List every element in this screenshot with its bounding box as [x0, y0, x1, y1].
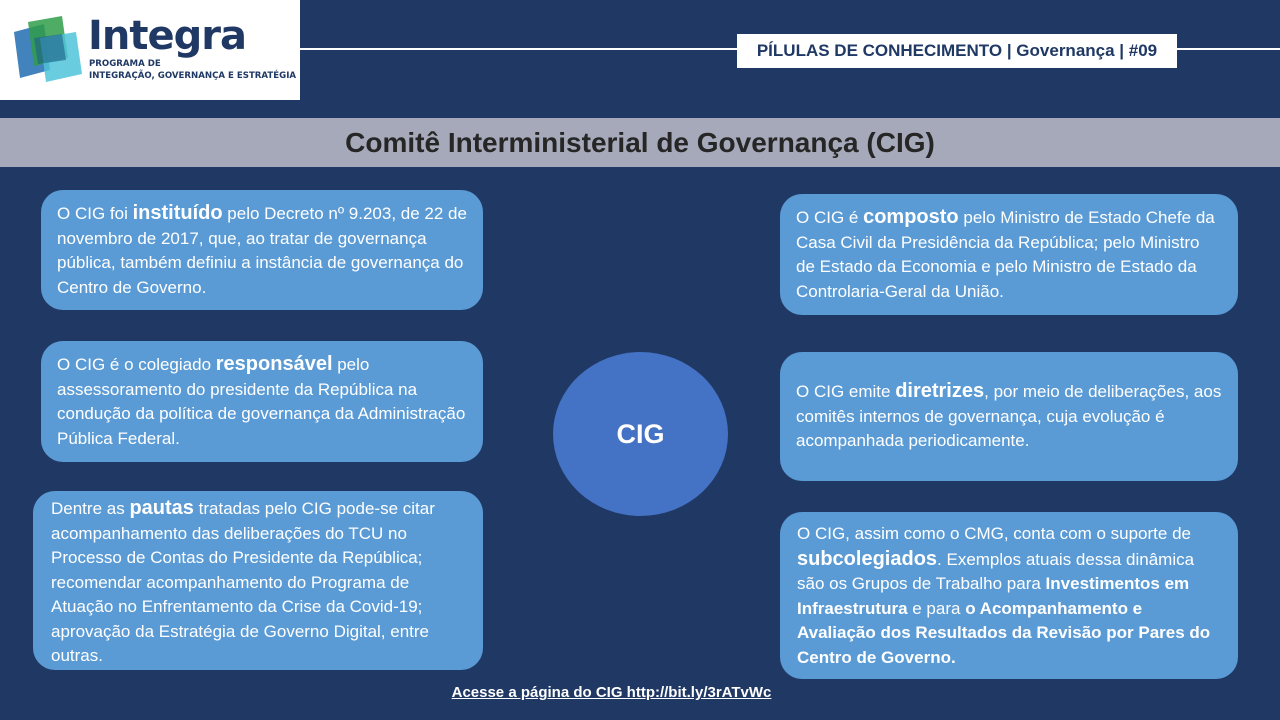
card-subcolegiados-keyword: subcolegiados	[797, 547, 938, 570]
card-pautas-text-1: Dentre as	[51, 499, 130, 518]
card-subcolegiados-keyword-3: o Acompanhamento e Avaliação dos Resultados da Revisão por Pares do Centro de Governo.	[797, 598, 1211, 667]
card-instituido-text-1: O CIG foi	[57, 204, 133, 223]
card-subcolegiados-text-1: O CIG, assim como o CMG, conta com o suporte de	[797, 524, 1191, 543]
card-pautas	[33, 491, 483, 670]
card-subcolegiados	[780, 512, 1238, 679]
card-composto-keyword: composto	[863, 206, 959, 228]
card-composto-text-1: O CIG é	[796, 208, 864, 227]
card-instituido	[41, 190, 483, 310]
logo-subtitle-line-2: INTEGRAÇÃO, GOVERNANÇA E ESTRATÉGIA	[89, 71, 297, 81]
card-subcolegiados-text-3: e para	[907, 598, 966, 618]
card-diretrizes-keyword: diretrizes	[895, 380, 985, 402]
series-tag: PÍLULAS DE CONHECIMENTO | Governança | #09	[737, 34, 1177, 68]
card-composto-text-2: pelo Ministro de Estado Chefe da Casa Civil da Presidência da República; pelo Ministro de Estado da Economia e pelo Ministro de Estado da Controlaria-Geral da União.	[796, 208, 1215, 301]
page-title: Comitê Interministerial de Governança (CIG)	[0, 118, 1280, 167]
logo	[0, 0, 300, 100]
card-subcolegiados-text-2: . Exemplos atuais dessa dinâmica são os Grupos de Trabalho para	[797, 549, 1195, 593]
card-diretrizes-text-2: , por meio de deliberações, aos comitês internos de governança, cuja evolução é acompanhada periodicamente.	[796, 382, 1222, 450]
card-diretrizes-text-1: O CIG emite	[796, 382, 896, 401]
card-instituido-text-2: pelo Decreto nº 9.203, de 22 de novembro de 2017, que, ao tratar de governança pública, também definiu a instância de governança do Centro de Governo.	[57, 204, 467, 297]
card-responsavel	[41, 341, 483, 462]
card-composto	[780, 194, 1238, 315]
card-responsavel-text-2: pelo assessoramento do presidente da República na condução da política de governança da Administração Pública Federal.	[57, 355, 466, 448]
integra-logo-icon	[10, 14, 86, 86]
logo-wordmark: Integra	[88, 13, 246, 59]
card-responsavel-keyword: responsável	[215, 353, 333, 375]
cig-page-link[interactable]: Acesse a página do CIG http://bit.ly/3rATvWc	[451, 684, 772, 701]
card-instituido-keyword: instituído	[132, 202, 223, 224]
card-diretrizes	[780, 352, 1238, 481]
cig-center-circle: CIG	[553, 352, 728, 516]
card-subcolegiados-keyword-2: Investimentos em Infraestrutura	[797, 574, 1190, 618]
card-pautas-text-2: tratadas pelo CIG pode-se citar acompanhamento das deliberações do TCU no Processo de Contas do Presidente da República; recomendar acompanhamento do Programa de Atuação no Enfrentamento da Crise da Covid-19; aprovação da Estratégia de Governo Digital, entre outras.	[51, 499, 435, 665]
card-pautas-keyword: pautas	[129, 497, 194, 519]
card-responsavel-text-1: O CIG é o colegiado	[57, 355, 216, 374]
logo-subtitle-line-1: PROGRAMA DE	[89, 59, 161, 69]
logo-subtitle	[89, 58, 296, 82]
